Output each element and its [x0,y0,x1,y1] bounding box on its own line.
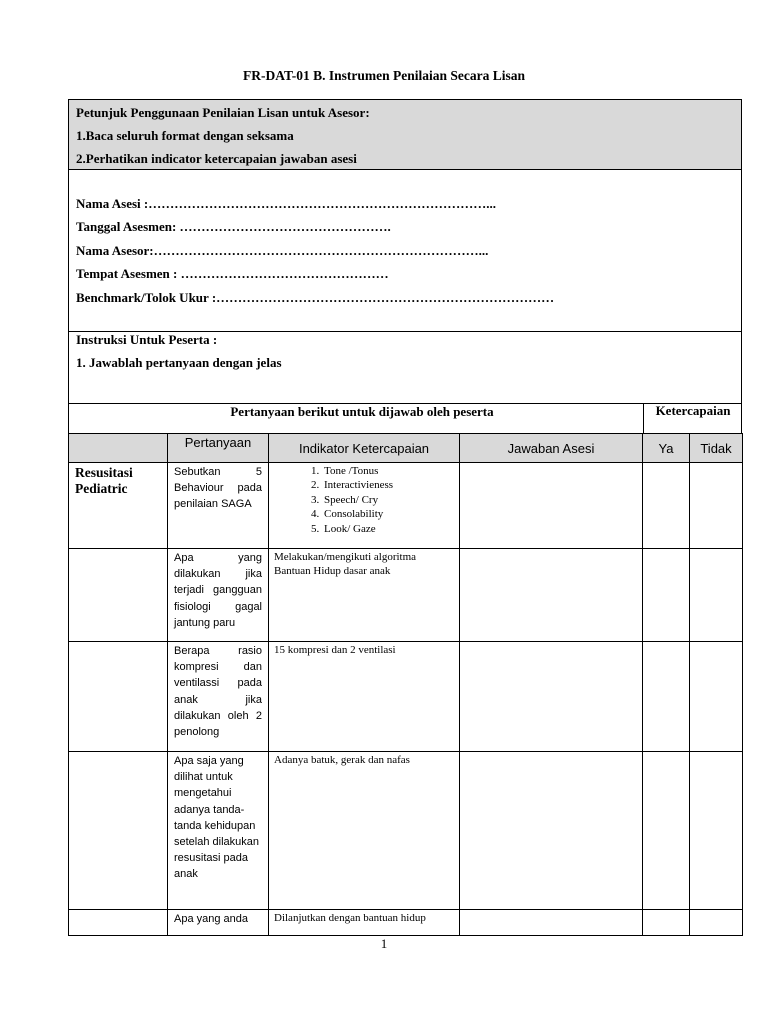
tidak-header: Tidak [690,434,743,463]
table-row [69,910,743,936]
table-row [69,549,743,642]
tidak-cell[interactable] [690,910,743,936]
ketercapaian-header: Ketercapaian [643,404,742,433]
table-row [69,463,743,549]
tidak-cell[interactable] [690,642,743,752]
ya-cell[interactable] [643,642,690,752]
jawaban-cell[interactable] [460,910,643,936]
tanggal-asesmen-field[interactable]: Tanggal Asesmen: …………………………………………. [76,219,391,235]
row-category: Resusitasi Pediatric [69,463,168,549]
assessment-table [68,433,743,936]
indicator-item: 1. Tone /Tonus [322,464,454,478]
jawaban-cell[interactable] [460,752,643,910]
document-title: FR-DAT-01 B. Instrumen Penilaian Secara Lisan [242,68,526,83]
identity-fields-section [68,169,742,332]
questions-caption: Pertanyaan berikut untuk dijawab oleh peserta [230,404,494,419]
row-indicator [269,463,460,549]
indikator-header: Indikator Ketercapaian [269,434,460,463]
row-category [69,752,168,910]
table-row [69,752,743,910]
jawaban-cell[interactable] [460,549,643,642]
page-number: 1 [380,936,388,951]
tidak-cell[interactable] [690,463,743,549]
row-question: Apa yang anda [168,910,269,936]
nama-asesi-field[interactable]: Nama Asesi :……………………………………………………………………... [76,196,496,211]
benchmark-field[interactable]: Benchmark/Tolok Ukur :…………………………………………………………………… [76,289,555,305]
instruksi-section [68,331,742,404]
row-indicator: 15 kompresi dan 2 ventilasi [269,642,460,752]
indicator-list [274,464,454,536]
ya-cell[interactable] [643,463,690,549]
row-category [69,642,168,752]
ya-cell[interactable] [643,752,690,910]
table-header-row [69,434,743,463]
row-indicator: Adanya batuk, gerak dan nafas [269,752,460,910]
instruksi-item-1: 1. Jawablah pertanyaan dengan jelas [76,355,282,370]
row-question: Berapa rasio kompresi dan ventilassi pada anak jika dilakukan oleh 2 penolong [168,642,269,752]
tidak-cell[interactable] [690,752,743,910]
jawaban-cell[interactable] [460,463,643,549]
indicator-item: 2. Interactivieness [322,478,454,492]
row-question: Apa saja yang dilihat untuk mengetahui adanya tanda-tanda kehidupan setelah dilakukan resusitasi pada anak [168,752,269,910]
category-header [69,434,168,463]
indicator-item: 5. Look/ Gaze [322,522,454,536]
indicator-item: 3. Speech/ Cry [322,493,454,507]
jawaban-cell[interactable] [460,642,643,752]
petunjuk-item-2: 2.Perhatikan indicator ketercapaian jawaban asesi [76,151,357,166]
row-category [69,549,168,642]
ya-cell[interactable] [643,549,690,642]
tidak-cell[interactable] [690,549,743,642]
questions-caption-row [68,403,742,434]
petunjuk-item-1: 1.Baca seluruh format dengan seksama [76,128,294,143]
row-indicator: Melakukan/mengikuti algoritma Bantuan Hidup dasar anak [269,549,460,642]
row-question: Apa yang dilakukan jika terjadi gangguan fisiologi gagal jantung paru [168,549,269,642]
indicator-item: 4. Consolability [322,507,454,521]
instruksi-heading: Instruksi Untuk Peserta : [76,332,218,347]
petunjuk-section [68,99,742,170]
tempat-asesmen-field[interactable]: Tempat Asesmen : ………………………………………… [76,266,389,282]
row-category [69,910,168,936]
row-indicator: Dilanjutkan dengan bantuan hidup [269,910,460,936]
ya-header: Ya [643,434,690,463]
row-question: Sebutkan 5 Behaviour pada penilaian SAGA [168,463,269,549]
pertanyaan-header: Pertanyaan [168,434,269,463]
table-row [69,642,743,752]
petunjuk-heading: Petunjuk Penggunaan Penilaian Lisan untuk Asesor: [76,105,370,120]
ya-cell[interactable] [643,910,690,936]
jawaban-header: Jawaban Asesi [460,434,643,463]
nama-asesor-field[interactable]: Nama Asesor:…………………………………………………………………... [76,242,489,258]
